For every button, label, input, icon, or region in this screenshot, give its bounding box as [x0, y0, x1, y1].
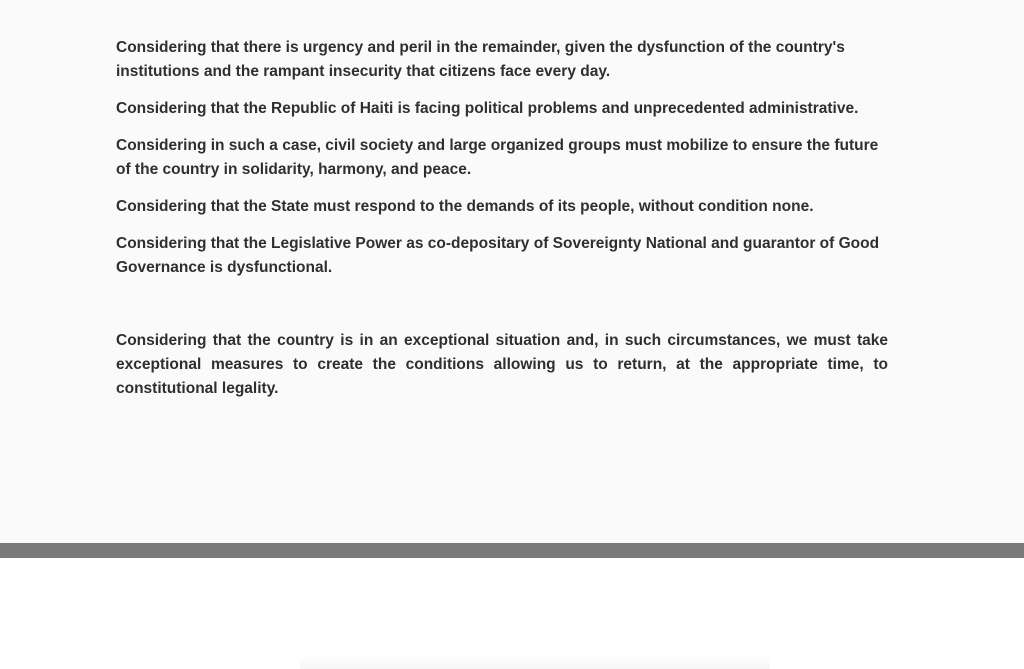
paragraph-legislative-power: Considering that the Legislative Power as co-depositary of Sovereignty National and guarantor of Good Governance is dysfunctional. [116, 235, 880, 276]
paragraph-exceptional-situation: Considering that the country is in an exceptional situation and, in such circumstances, we must take exceptional measures to create the conditions allowing us to return, at the appropriate time, to constitutional legality. [116, 332, 888, 397]
paragraph-state-respond: Considering that the State must respond to the demands of its people, without condition none. [116, 198, 814, 215]
document-body [116, 36, 888, 414]
page-gap [0, 558, 1024, 669]
paragraph-urgency: Considering that there is urgency and peril in the remainder, given the dysfunction of the country's institutions and the rampant insecurity that citizens face every day. [116, 39, 845, 80]
paragraph-political-problems: Considering that the Republic of Haiti is facing political problems and unprecedented administrative. [116, 100, 859, 117]
next-page-edge [300, 655, 770, 669]
page-divider [0, 543, 1024, 558]
paragraph-civil-society: Considering in such a case, civil society and large organized groups must mobilize to ensure the future of the country in solidarity, harmony, and peace. [116, 137, 879, 178]
